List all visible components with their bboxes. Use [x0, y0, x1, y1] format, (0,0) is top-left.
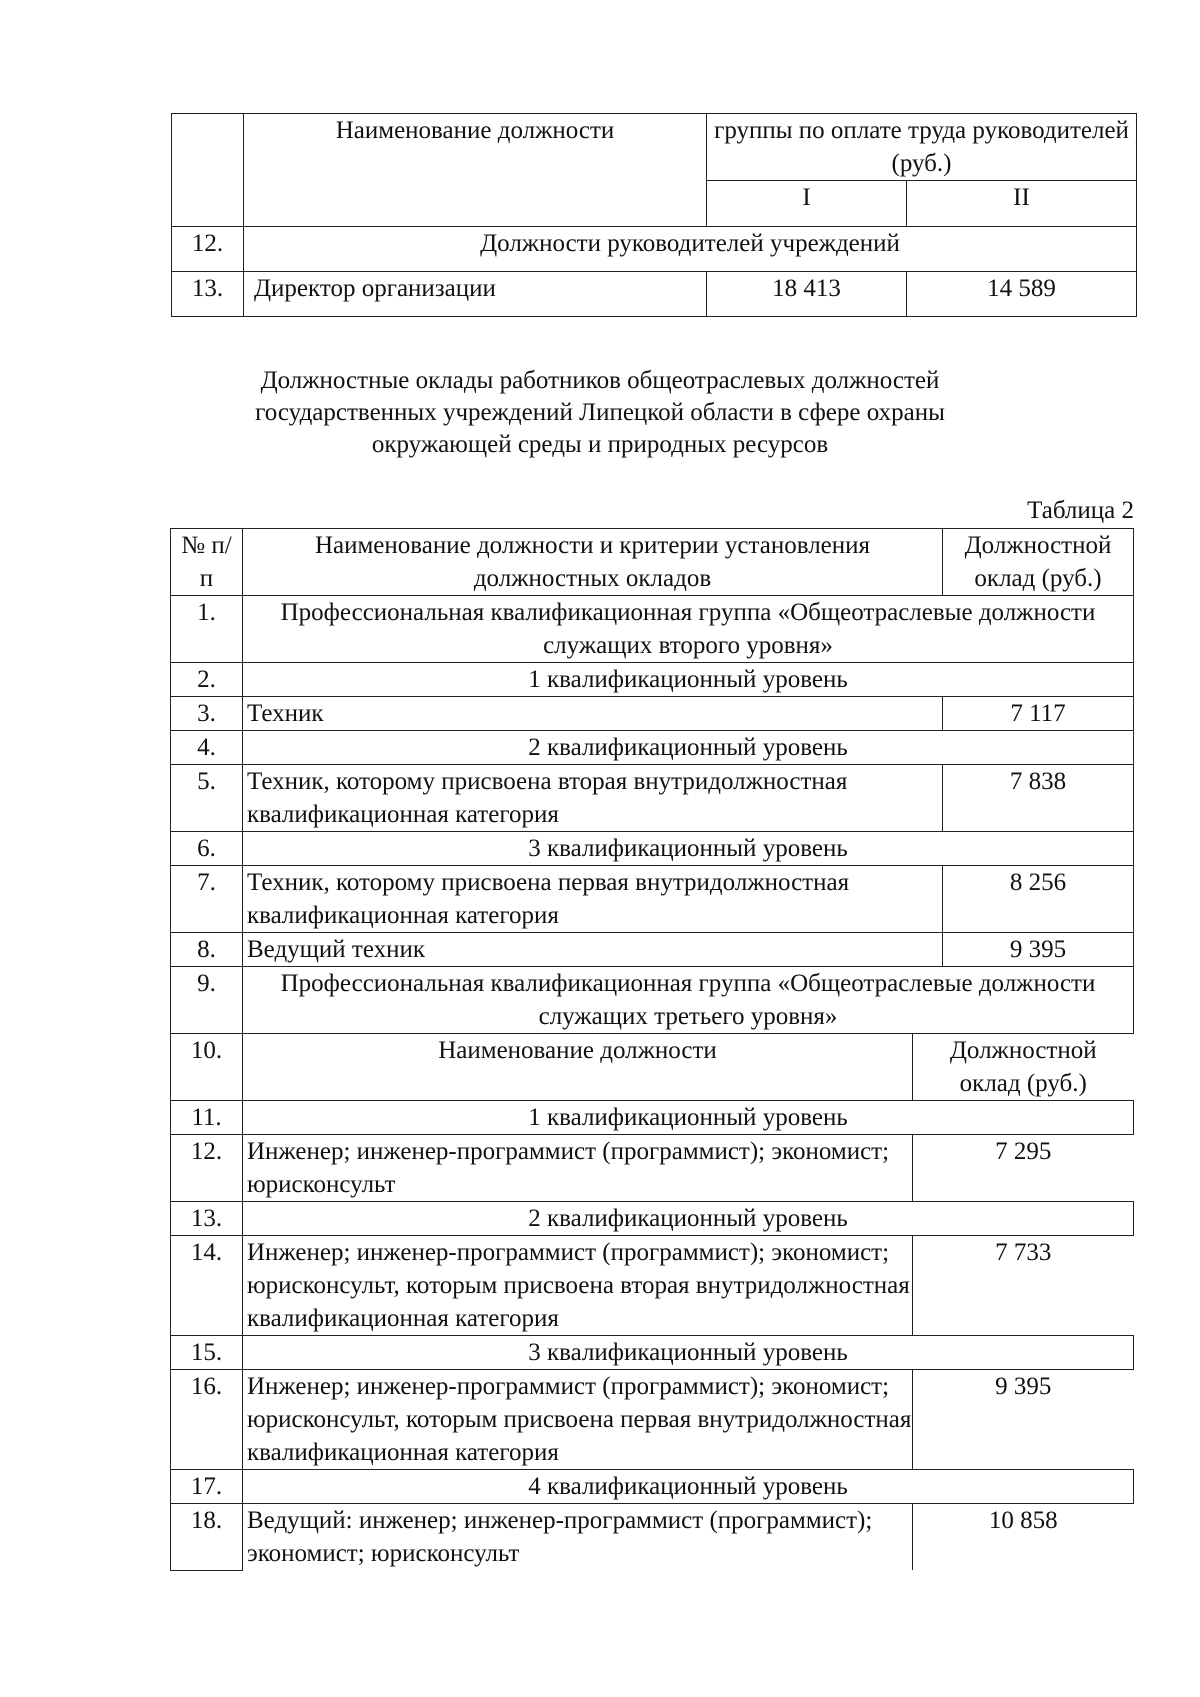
row-number: 16. — [171, 1370, 243, 1470]
row-number: 10. — [171, 1034, 243, 1101]
position-row — [243, 1504, 1134, 1571]
row-number: 15. — [171, 1336, 243, 1370]
position-name: Ведущий техник — [243, 933, 943, 967]
row-number: 3. — [171, 697, 243, 731]
title-line: государственных учреждений Липецкой области в сфере охраны — [255, 399, 945, 426]
salary-value: 7 117 — [943, 697, 1134, 731]
position-name-header: Наименование должности — [244, 114, 707, 227]
table-2-title — [140, 365, 1060, 461]
row-number: 5. — [171, 765, 243, 832]
salary-subheader: Должностной оклад (руб.) — [949, 1037, 1097, 1097]
group-1-header: I — [707, 181, 907, 227]
row-number: 13. — [172, 272, 244, 317]
row-number: 6. — [171, 832, 243, 866]
position-name: Ведущий: инженер; инженер-программист (программист); экономист; юрисконсульт — [243, 1504, 913, 1570]
salary-value: 9 395 — [995, 1373, 1052, 1400]
salary-value: 7 838 — [943, 765, 1134, 832]
position-row — [243, 1236, 1134, 1336]
position-name: Техник, которому присвоена вторая внутридолжностная квалификационная категория — [243, 765, 943, 832]
qualification-group-heading: Профессиональная квалификационная группа «Общеотраслевые должности служащих третьего уровня» — [243, 967, 1134, 1034]
position-name: Инженер; инженер-программист (программист); экономист; юрисконсульт, которым присвоена первая внутридолжностная квалификационная категория — [243, 1370, 913, 1469]
general-positions-salary-table — [170, 528, 1134, 1571]
row-number: 1. — [171, 596, 243, 663]
row-number: 7. — [171, 866, 243, 933]
row-number: 8. — [171, 933, 243, 967]
title-line: Должностные оклады работников общеотраслевых должностей — [260, 367, 940, 394]
qualification-level-heading: 4 квалификационный уровень — [243, 1470, 1134, 1504]
salary-value: 10 858 — [988, 1507, 1058, 1534]
salary-value: 7 295 — [995, 1138, 1052, 1165]
row-number: 4. — [171, 731, 243, 765]
position-name: Директор организации — [244, 272, 707, 317]
salary-value: 7 733 — [995, 1239, 1052, 1266]
row-number: 12. — [172, 227, 244, 272]
qualification-level-heading: 3 квалификационный уровень — [243, 1336, 1134, 1370]
subheader-row — [243, 1034, 1134, 1101]
position-name: Инженер; инженер-программист (программист); экономист; юрисконсульт — [243, 1135, 913, 1201]
qualification-level-heading: 3 квалификационный уровень — [243, 832, 1134, 866]
pay-group-header: группы по оплате труда руководителей (руб.) — [707, 114, 1137, 181]
position-name: Инженер; инженер-программист (программист); экономист; юрисконсульт, которым присвоена вторая внутридолжностная квалификационная категория — [243, 1236, 913, 1335]
num-header: № п/п — [171, 529, 243, 596]
row-number: 11. — [171, 1101, 243, 1135]
row-number: 17. — [171, 1470, 243, 1504]
position-name: Техник, которому присвоена первая внутридолжностная квалификационная категория — [243, 866, 943, 933]
row-number: 13. — [171, 1202, 243, 1236]
qualification-level-heading: 2 квалификационный уровень — [243, 1202, 1134, 1236]
title-line: окружающей среды и природных ресурсов — [371, 431, 829, 458]
row-number: 14. — [171, 1236, 243, 1336]
salary-group-2: 14 589 — [907, 272, 1137, 317]
group-2-header: II — [907, 181, 1137, 227]
position-name: Техник — [243, 697, 943, 731]
table-number-label: Таблица 2 — [1027, 497, 1134, 524]
position-name-subheader: Наименование должности — [243, 1034, 913, 1100]
section-heading: Должности руководителей учреждений — [244, 227, 1137, 272]
salary-value: 9 395 — [943, 933, 1134, 967]
num-header-cell — [172, 114, 244, 227]
qualification-group-heading: Профессиональная квалификационная группа «Общеотраслевые должности служащих второго уровня» — [243, 596, 1134, 663]
position-criteria-header: Наименование должности и критерии установления должностных окладов — [243, 529, 943, 596]
row-number: 2. — [171, 663, 243, 697]
qualification-level-heading: 1 квалификационный уровень — [243, 1101, 1134, 1135]
position-row — [243, 1135, 1134, 1202]
position-row — [243, 1370, 1134, 1470]
row-number: 12. — [171, 1135, 243, 1202]
salary-value: 8 256 — [943, 866, 1134, 933]
leaders-salary-table — [171, 113, 1137, 317]
row-number: 18. — [171, 1504, 243, 1571]
row-number: 9. — [171, 967, 243, 1034]
salary-header: Должностной оклад (руб.) — [943, 529, 1134, 596]
qualification-level-heading: 1 квалификационный уровень — [243, 663, 1134, 697]
qualification-level-heading: 2 квалификационный уровень — [243, 731, 1134, 765]
salary-group-1: 18 413 — [707, 272, 907, 317]
